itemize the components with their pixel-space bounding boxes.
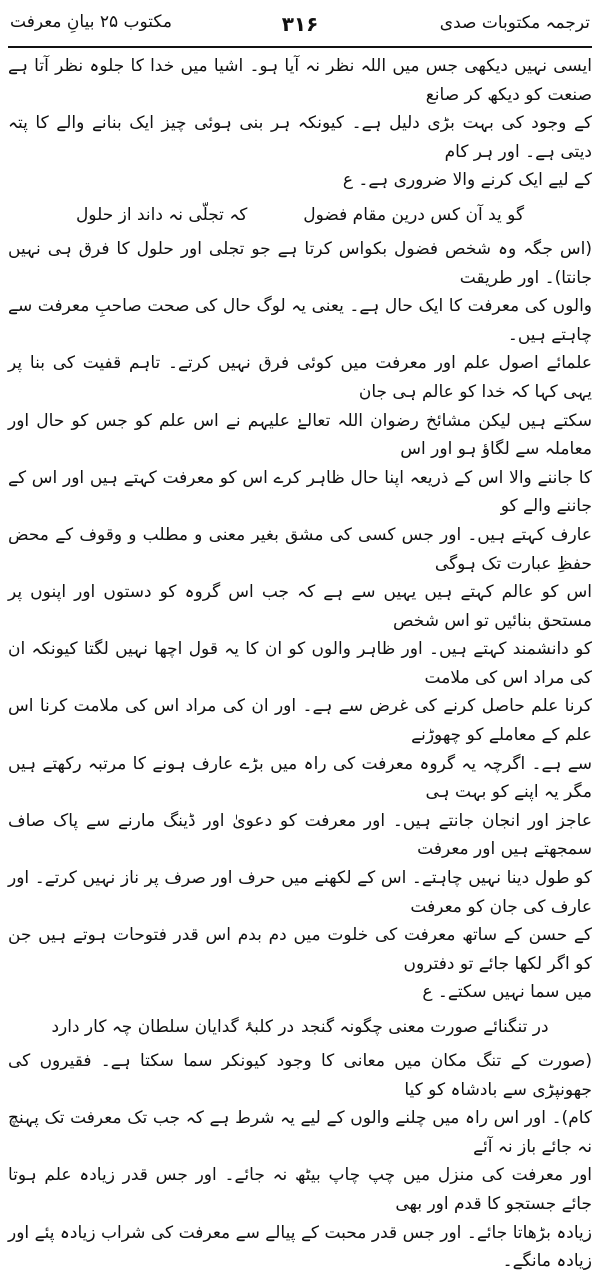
verse-hemistich-right: در تنگنائے صورت معنی چگونہ گنجد — [300, 1017, 549, 1037]
text-line: (اس جگہ وہ شخص فضول بکواس کرتا ہے جو تجلی اور حلول کا فرق ہی نہیں جانتا)۔ اور طریقت — [8, 238, 592, 288]
text-line: (صورت کے تنگ مکان میں معانی کا وجود کیونکر سما سکتا ہے۔ فقیروں کی جھونپڑی سے بادشاہ کو کیا — [8, 1051, 592, 1100]
text-line: کا جاننے والا اس کے ذریعہ اپنا حال ظاہر کرے اس کو معرفت کہتے ہیں اور اس کے جاننے والے کو — [8, 467, 592, 517]
verse-hemistich-left: کہ تجلّی نہ داند از حلول — [75, 204, 248, 225]
text-line: کو دانشمند کہتے ہیں۔ اور ظاہر والوں کو ان کا یہ قول اچھا نہیں لگتا کیونکہ ان کی مراد اس کی ملامت — [8, 639, 592, 688]
chapter-title: مکتوب ۲۵ بیانِ معرفت — [10, 12, 172, 32]
paragraph-2 — [8, 235, 592, 1007]
paragraph-1 — [8, 52, 592, 195]
verse-hemistich-right: گو ید آن کس درین مقام فضول — [303, 204, 525, 225]
text-line: والوں کی معرفت کا ایک حال ہے۔ یعنی یہ لوگ حال کی صحت صاحبِ معرفت سے چاہتے ہیں۔ — [8, 296, 592, 345]
persian-verse-2 — [48, 1013, 552, 1041]
page-body — [8, 52, 592, 1272]
text-line: اور معرفت کی منزل میں چپ چاپ بیٹھ نہ جائے۔ اور جس قدر زیادہ علم ہوتا جائے جستجو کا قدم اور بھی — [8, 1165, 592, 1214]
text-line: زیادہ بڑھاتا جائے۔ اور جس قدر محبت کے پیالے سے معرفت کی شراب زیادہ پئے اور زیادہ مانگے۔ — [8, 1222, 592, 1272]
page-number: ۳۱۶ — [281, 12, 319, 36]
text-line: سکتے ہیں لیکن مشائخ رضوان اللہ تعالےٰ علیہم نے اس علم کو جس کو حال اور معاملہ سے لگاؤ ہو اور اس — [8, 410, 592, 460]
text-line: کام)۔ اور اس راہ میں چلنے والوں کے لیے یہ شرط ہے کہ جب تک معرفت تک پہنچ نہ جائے باز نہ آئے — [8, 1108, 592, 1157]
book-title: ترجمہ مکتوبات صدی — [439, 13, 590, 33]
text-line: کے لیے ایک کرنے والا ضروری ہے۔ ع — [342, 170, 592, 191]
text-line: کرنا علم حاصل کرنے کی غرض سے ہے۔ اور ان کی مراد اس کی ملامت کرنا اس علم کے معاملے کو چھوڑنے — [8, 696, 592, 746]
page-header — [8, 10, 592, 48]
text-line: ایسی نہیں دیکھی جس میں اللہ نظر نہ آیا ہو۔ اشیا میں خدا کا جلوہ نظر آتا ہے صنعت کو دیکھ کر صانع — [8, 56, 592, 105]
text-line: عاجز اور انجان جانتے ہیں۔ اور معرفت کو دعویٰ اور ڈینگ مارنے سے پاک صاف سمجھتے ہیں اور معرفت — [8, 810, 592, 860]
text-line: کو طول دینا نہیں چاہتے۔ اس کے لکھنے میں حرف اور صرف پر ناز نہیں کرتے۔ اور عارف کی جان کو معرفت — [8, 868, 592, 917]
persian-verse-1 — [48, 201, 552, 229]
text-line: عارف کہتے ہیں۔ اور جس کسی کی مشق بغیر معنی و مطلب و وقوف کے محض حفظِ عبارت تک ہوگی — [8, 524, 592, 574]
text-line: میں سما نہیں سکتے۔ ع — [422, 982, 592, 1003]
text-line: علمائے اصول علم اور معرفت میں کوئی فرق نہیں کرتے۔ تاہم قفیت کی بنا پر یہی کہا کہ خدا کو عالم ہی جان — [8, 353, 592, 402]
verse-hemistich-left: در کلبۂ گدایان سلطان چہ کار دارد — [51, 1017, 295, 1037]
paragraph-3 — [8, 1047, 592, 1276]
text-line: کے وجود کی بہت بڑی دلیل ہے۔ کیونکہ ہر بنی ہوئی چیز ایک بنانے والے کا پتہ دیتی ہے۔ اور ہر کام — [8, 113, 592, 162]
text-line: کے حسن کے ساتھ معرفت کی خلوت میں دم بدم اس قدر فتوحات ہوتے ہیں جن کو اگر لکھا جائے تو دفتروں — [8, 925, 592, 974]
text-line: اس کو عالم کہتے ہیں یہیں سے ہے کہ جب اس گروہ کو دستوں اور اپنوں پر مستحق بنائیں تو اس شخص — [8, 582, 592, 631]
text-line: سے ہے۔ اگرچہ یہ گروہ معرفت کی راہ میں بڑے عارف ہونے کا مرتبہ رکھتے ہیں مگر یہ اپنے کو بہت ہی — [8, 753, 592, 803]
